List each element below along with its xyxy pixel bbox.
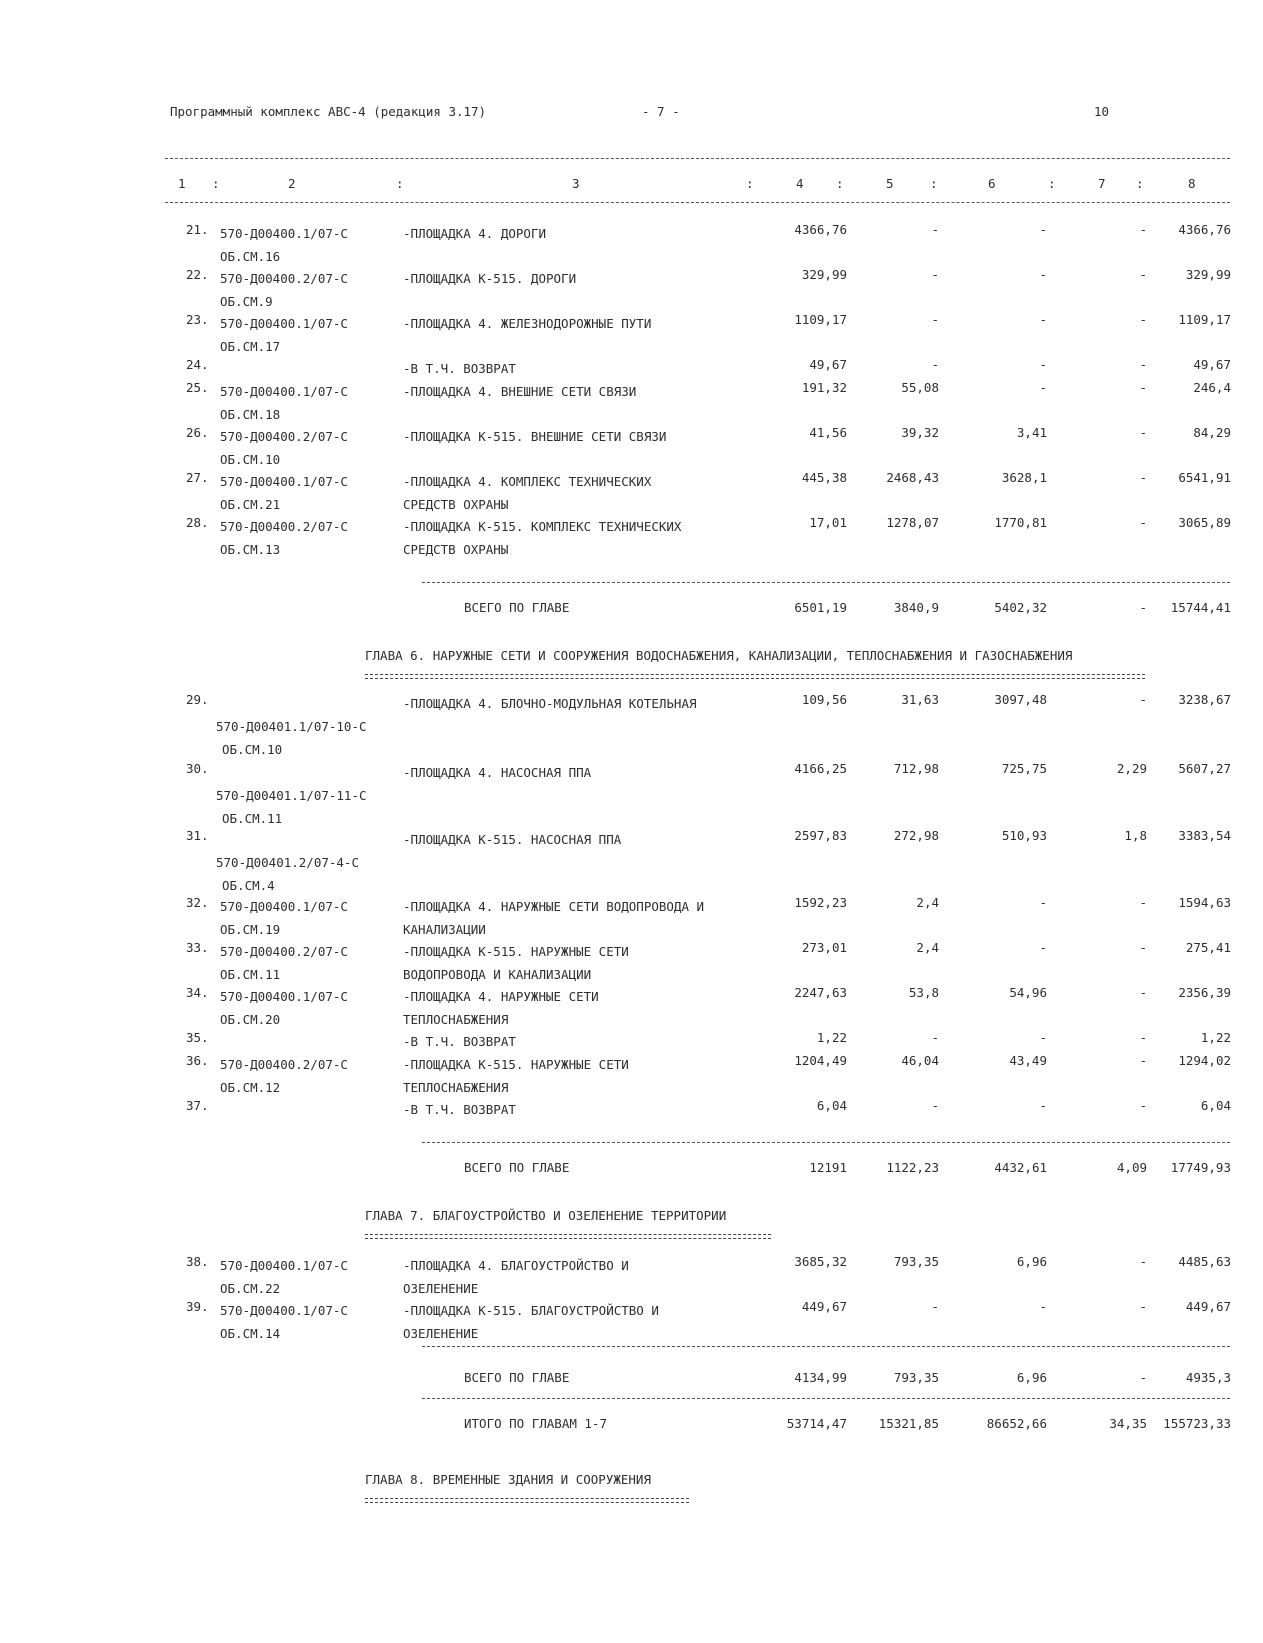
row-number: 32.: [186, 895, 209, 910]
total-col6: 5402,32: [994, 600, 1047, 615]
row-description: -ПЛОЩАДКА 4. ДОРОГИ: [403, 226, 546, 241]
col-sep: :: [212, 176, 220, 191]
col7-value: -: [1139, 222, 1147, 237]
col8-value: 246,4: [1193, 380, 1231, 395]
top-divider: [165, 158, 1230, 159]
subtotal-divider: [422, 1142, 1230, 1143]
col4-value: 1109,17: [794, 312, 847, 327]
estimate-code-line2: ОБ.СМ.21: [220, 497, 281, 512]
col4-value: 17,01: [809, 515, 847, 530]
total-col6: 6,96: [1016, 1370, 1047, 1385]
row-number: 25.: [186, 380, 209, 395]
col-sep: :: [1136, 176, 1144, 191]
col7-value: -: [1139, 312, 1147, 327]
estimate-code: [220, 470, 348, 516]
row-number: 28.: [186, 515, 209, 530]
col8-value: 329,99: [1185, 267, 1231, 282]
estimate-code-line2: ОБ.СМ.19: [220, 922, 281, 937]
estimate-code-line1: 570-Д00400.1/07-С: [220, 899, 348, 914]
row-description: -ПЛОЩАДКА К-515. БЛАГОУСТРОЙСТВО И ОЗЕЛЕНЕНИЕ: [403, 1303, 659, 1341]
grand-col8: 155723,33: [1163, 1416, 1231, 1431]
col6-value: 54,96: [1009, 985, 1047, 1000]
col8-value: 449,67: [1185, 1299, 1231, 1314]
col-sep: :: [930, 176, 938, 191]
col7-value: -: [1139, 380, 1147, 395]
estimate-code-line1: 570-Д00401.1/07-11-С: [216, 788, 367, 803]
col4-value: 1592,23: [794, 895, 847, 910]
estimate-code-line2: ОБ.СМ.12: [220, 1080, 281, 1095]
estimate-code-line2: ОБ.СМ.18: [220, 407, 281, 422]
row-description: -ПЛОЩАДКА К-515. ВНЕШНИЕ СЕТИ СВЯЗИ: [403, 429, 667, 444]
estimate-code: [220, 1053, 348, 1099]
row-number: 23.: [186, 312, 209, 327]
estimate-code: [220, 985, 348, 1031]
estimate-code-line2: ОБ.СМ.16: [220, 249, 281, 264]
col5-value: 2468,43: [886, 470, 939, 485]
col6-value: 3097,48: [994, 692, 1047, 707]
row-number: 22.: [186, 267, 209, 282]
col5-value: 55,08: [901, 380, 939, 395]
row-description: -ПЛОЩАДКА 4. НАРУЖНЫЕ СЕТИ ВОДОПРОВОДА И КАНАЛИЗАЦИИ: [403, 899, 705, 937]
row-number: 24.: [186, 357, 209, 372]
total-label: ВСЕГО ПО ГЛАВЕ: [464, 600, 570, 615]
estimate-code: [220, 267, 348, 313]
col8-value: 3383,54: [1178, 828, 1231, 843]
estimate-code-line2: ОБ.СМ.4: [222, 878, 275, 893]
estimate-code-line2: ОБ.СМ.17: [220, 339, 281, 354]
chapter-7-total-row: [0, 1370, 1263, 1394]
col6-value: -: [1039, 940, 1047, 955]
col5-value: -: [931, 267, 939, 282]
row-number: 35.: [186, 1030, 209, 1045]
col4-value: 109,56: [801, 692, 847, 707]
col4-value: 273,01: [801, 940, 847, 955]
col8-value: 1,22: [1200, 1030, 1231, 1045]
row-description: -ПЛОЩАДКА К-515. НАРУЖНЫЕ СЕТИ ВОДОПРОВОДА И КАНАЛИЗАЦИИ: [403, 944, 629, 982]
col8-value: 5607,27: [1178, 761, 1231, 776]
estimate-code-line2: ОБ.СМ.10: [222, 742, 283, 757]
estimate-code-line2: ОБ.СМ.9: [220, 294, 273, 309]
col8-value: 1109,17: [1178, 312, 1231, 327]
total-col8: 17749,93: [1170, 1160, 1231, 1175]
table-row: [0, 940, 1263, 985]
total-col5: 793,35: [893, 1370, 939, 1385]
col7-value: -: [1139, 470, 1147, 485]
col5-value: -: [931, 1299, 939, 1314]
page-number: - 7 -: [642, 104, 680, 119]
total-col5: 1122,23: [886, 1160, 939, 1175]
row-description: -ПЛОЩАДКА К-515. НАСОСНАЯ ППА: [403, 832, 622, 847]
estimate-code: [220, 940, 348, 986]
table-row: [0, 425, 1263, 470]
col7-value: -: [1139, 895, 1147, 910]
estimate-code-line1: 570-Д00400.1/07-С: [220, 474, 348, 489]
estimate-code: [220, 312, 348, 358]
estimate-code: [220, 380, 348, 426]
total-col4: 6501,19: [794, 600, 847, 615]
col-1-header: 1: [178, 176, 186, 191]
col4-value: 49,67: [809, 357, 847, 372]
col4-value: 2597,83: [794, 828, 847, 843]
col4-value: 445,38: [801, 470, 847, 485]
col8-value: 3065,89: [1178, 515, 1231, 530]
col7-value: -: [1139, 692, 1147, 707]
row-description: -ПЛОЩАДКА 4. НАСОСНАЯ ППА: [403, 765, 592, 780]
col8-value: 1594,63: [1178, 895, 1231, 910]
col7-value: -: [1139, 1098, 1147, 1113]
col6-value: 6,96: [1016, 1254, 1047, 1269]
col7-value: 2,29: [1116, 761, 1147, 776]
estimate-code-line1: 570-Д00400.2/07-С: [220, 944, 348, 959]
col5-value: 1278,07: [886, 515, 939, 530]
col7-value: 1,8: [1124, 828, 1147, 843]
chapter-8-title: ГЛАВА 8. ВРЕМЕННЫЕ ЗДАНИЯ И СООРУЖЕНИЯ: [365, 1472, 651, 1487]
estimate-code-line1: 570-Д00400.1/07-С: [220, 1303, 348, 1318]
col-sep: :: [746, 176, 754, 191]
table-row: [0, 1299, 1263, 1344]
col7-value: -: [1139, 1254, 1147, 1269]
col5-value: 53,8: [908, 985, 939, 1000]
total-col7: -: [1139, 1370, 1147, 1385]
col5-value: -: [931, 222, 939, 237]
chapter-total-row: [0, 600, 1263, 624]
col5-value: 46,04: [901, 1053, 939, 1068]
row-description: -ПЛОЩАДКА 4. НАРУЖНЫЕ СЕТИ ТЕПЛОСНАБЖЕНИЯ: [403, 989, 599, 1027]
estimate-code-line1: 570-Д00400.1/07-С: [220, 989, 348, 1004]
col6-value: 510,93: [1001, 828, 1047, 843]
col-sep: :: [836, 176, 844, 191]
table-row: [0, 1098, 1263, 1122]
col6-value: 3,41: [1016, 425, 1047, 440]
program-title: Программный комплекс АВС-4 (редакция 3.17): [170, 104, 487, 119]
col6-value: -: [1039, 312, 1047, 327]
estimate-code-line2: ОБ.СМ.22: [220, 1281, 281, 1296]
col5-value: -: [931, 357, 939, 372]
col8-value: 275,41: [1185, 940, 1231, 955]
table-row: [0, 1053, 1263, 1098]
row-number: 36.: [186, 1053, 209, 1068]
row-description: -ПЛОЩАДКА К-515. ДОРОГИ: [403, 271, 577, 286]
estimate-code-line1: 570-Д00400.1/07-С: [220, 316, 348, 331]
estimate-code-line1: 570-Д00401.2/07-4-С: [216, 855, 359, 870]
row-number: 37.: [186, 1098, 209, 1113]
estimate-code-line2: ОБ.СМ.11: [222, 811, 283, 826]
table-row: [0, 312, 1263, 357]
estimate-code: [220, 515, 348, 561]
total-label: ВСЕГО ПО ГЛАВЕ: [464, 1160, 570, 1175]
chapter-7-title: ГЛАВА 7. БЛАГОУСТРОЙСТВО И ОЗЕЛЕНЕНИЕ ТЕРРИТОРИИ: [365, 1208, 727, 1223]
subtotal-divider: [422, 582, 1230, 583]
col8-value: 84,29: [1193, 425, 1231, 440]
table-row: [0, 357, 1263, 380]
estimate-code-line2: ОБ.СМ.20: [220, 1012, 281, 1027]
grand-col7: 34,35: [1109, 1416, 1147, 1431]
row-number: 39.: [186, 1299, 209, 1314]
col6-value: -: [1039, 357, 1047, 372]
table-row: [0, 761, 1263, 828]
row-number: 31.: [186, 828, 209, 843]
col5-value: -: [931, 312, 939, 327]
chapter-7-rows: [0, 1254, 1263, 1344]
chapter-8-underline: [365, 1498, 689, 1503]
estimate-code: [216, 715, 367, 761]
chapter-6-underline: [365, 674, 1145, 679]
table-row: [0, 470, 1263, 515]
chapter-7-underline: [365, 1234, 771, 1239]
col7-value: -: [1139, 267, 1147, 282]
col7-value: -: [1139, 425, 1147, 440]
total-col7: -: [1139, 600, 1147, 615]
col5-value: 2,4: [916, 895, 939, 910]
table-row: [0, 692, 1263, 761]
col6-value: -: [1039, 222, 1047, 237]
row-description: -ПЛОЩАДКА К-515. НАРУЖНЫЕ СЕТИ ТЕПЛОСНАБЖЕНИЯ: [403, 1057, 629, 1095]
row-description: -ПЛОЩАДКА 4. ЖЕЛЕЗНОДОРОЖНЫЕ ПУТИ: [403, 316, 652, 331]
col8-value: 6541,91: [1178, 470, 1231, 485]
col8-value: 3238,67: [1178, 692, 1231, 707]
page-header: [0, 104, 1263, 126]
header-divider: [165, 202, 1230, 203]
col-3-header: 3: [572, 176, 580, 191]
col8-value: 2356,39: [1178, 985, 1231, 1000]
total-col7: 4,09: [1116, 1160, 1147, 1175]
grand-total-label: ИТОГО ПО ГЛАВАМ 1-7: [464, 1416, 607, 1431]
col6-value: -: [1039, 380, 1047, 395]
total-label: ВСЕГО ПО ГЛАВЕ: [464, 1370, 570, 1385]
col7-value: -: [1139, 1053, 1147, 1068]
col-2-header: 2: [288, 176, 296, 191]
estimate-code: [216, 784, 367, 830]
col8-value: 4366,76: [1178, 222, 1231, 237]
col-8-header: 8: [1188, 176, 1196, 191]
estimate-code-line2: ОБ.СМ.10: [220, 452, 281, 467]
col6-value: -: [1039, 1098, 1047, 1113]
col4-value: 191,32: [801, 380, 847, 395]
grand-col5: 15321,85: [878, 1416, 939, 1431]
col5-value: 39,32: [901, 425, 939, 440]
estimate-code: [220, 1299, 348, 1345]
col-sep: :: [1048, 176, 1056, 191]
estimate-code: [216, 851, 359, 897]
col4-value: 2247,63: [794, 985, 847, 1000]
col-7-header: 7: [1098, 176, 1106, 191]
row-description: -В Т.Ч. ВОЗВРАТ: [403, 361, 516, 376]
col4-value: 329,99: [801, 267, 847, 282]
table-row: [0, 1030, 1263, 1053]
estimate-code-line1: 570-Д00400.1/07-С: [220, 384, 348, 399]
col7-value: -: [1139, 515, 1147, 530]
col6-value: 1770,81: [994, 515, 1047, 530]
col6-value: -: [1039, 1030, 1047, 1045]
col4-value: 41,56: [809, 425, 847, 440]
estimate-code-line2: ОБ.СМ.13: [220, 542, 281, 557]
table-row: [0, 222, 1263, 267]
row-description: -ПЛОЩАДКА 4. БЛАГОУСТРОЙСТВО И ОЗЕЛЕНЕНИЕ: [403, 1258, 629, 1296]
col6-value: 3628,1: [1001, 470, 1047, 485]
col7-value: -: [1139, 940, 1147, 955]
total-col5: 3840,9: [893, 600, 939, 615]
col5-value: 31,63: [901, 692, 939, 707]
row-description: -ПЛОЩАДКА К-515. КОМПЛЕКС ТЕХНИЧЕСКИХ СРЕДСТВ ОХРАНЫ: [403, 519, 682, 557]
chapter-6-total-row: [0, 1160, 1263, 1184]
col6-value: 725,75: [1001, 761, 1047, 776]
col6-value: 43,49: [1009, 1053, 1047, 1068]
table-row: [0, 828, 1263, 895]
subtotal-divider: [422, 1346, 1230, 1347]
grand-total-divider: [422, 1398, 1230, 1399]
chapter-6-title: ГЛАВА 6. НАРУЖНЫЕ СЕТИ И СООРУЖЕНИЯ ВОДОСНАБЖЕНИЯ, КАНАЛИЗАЦИИ, ТЕПЛОСНАБЖЕНИЯ И ГАЗОСНАБЖЕНИЯ: [365, 648, 1073, 663]
estimate-code-line1: 570-Д00400.2/07-С: [220, 429, 348, 444]
estimate-code: [220, 1254, 348, 1300]
row-number: 21.: [186, 222, 209, 237]
col4-value: 3685,32: [794, 1254, 847, 1269]
col8-value: 4485,63: [1178, 1254, 1231, 1269]
total-col8: 15744,41: [1170, 600, 1231, 615]
column-header-row: [0, 176, 1263, 196]
estimate-code-line1: 570-Д00400.2/07-С: [220, 1057, 348, 1072]
col5-value: -: [931, 1098, 939, 1113]
table-row: [0, 1254, 1263, 1299]
table-row: [0, 267, 1263, 312]
col-4-header: 4: [796, 176, 804, 191]
row-number: 33.: [186, 940, 209, 955]
col7-value: -: [1139, 1299, 1147, 1314]
col-6-header: 6: [988, 176, 996, 191]
col4-value: 449,67: [801, 1299, 847, 1314]
col8-value: 49,67: [1193, 357, 1231, 372]
row-description: -В Т.Ч. ВОЗВРАТ: [403, 1034, 516, 1049]
col5-value: 712,98: [893, 761, 939, 776]
estimate-code: [220, 895, 348, 941]
col7-value: -: [1139, 985, 1147, 1000]
row-number: 26.: [186, 425, 209, 440]
estimate-code-line1: 570-Д00401.1/07-10-С: [216, 719, 367, 734]
grand-col6: 86652,66: [986, 1416, 1047, 1431]
sheet-number: 10: [1094, 104, 1110, 119]
col-sep: :: [396, 176, 404, 191]
col5-value: 272,98: [893, 828, 939, 843]
total-col4: 12191: [809, 1160, 847, 1175]
row-description: -ПЛОЩАДКА 4. БЛОЧНО-МОДУЛЬНАЯ КОТЕЛЬНАЯ: [403, 696, 697, 711]
estimate-code-line1: 570-Д00400.1/07-С: [220, 1258, 348, 1273]
section-rows-21-28: [0, 222, 1263, 560]
col4-value: 6,04: [816, 1098, 847, 1113]
col5-value: -: [931, 1030, 939, 1045]
col-5-header: 5: [886, 176, 894, 191]
col6-value: -: [1039, 267, 1047, 282]
grand-total-row: [0, 1416, 1263, 1440]
col7-value: -: [1139, 357, 1147, 372]
total-col8: 4935,3: [1185, 1370, 1231, 1385]
estimate-code-line1: 570-Д00400.2/07-С: [220, 271, 348, 286]
table-row: [0, 380, 1263, 425]
col4-value: 1204,49: [794, 1053, 847, 1068]
estimate-code: [220, 425, 348, 471]
estimate-code: [220, 222, 348, 268]
total-col4: 4134,99: [794, 1370, 847, 1385]
row-number: 38.: [186, 1254, 209, 1269]
col4-value: 1,22: [816, 1030, 847, 1045]
chapter-6-rows: [0, 692, 1263, 1122]
row-number: 30.: [186, 761, 209, 776]
col6-value: -: [1039, 895, 1047, 910]
col4-value: 4166,25: [794, 761, 847, 776]
col5-value: 793,35: [893, 1254, 939, 1269]
row-description: -В Т.Ч. ВОЗВРАТ: [403, 1102, 516, 1117]
col5-value: 2,4: [916, 940, 939, 955]
total-col6: 4432,61: [994, 1160, 1047, 1175]
row-description: -ПЛОЩАДКА 4. КОМПЛЕКС ТЕХНИЧЕСКИХ СРЕДСТВ ОХРАНЫ: [403, 474, 652, 512]
row-description: -ПЛОЩАДКА 4. ВНЕШНИЕ СЕТИ СВЯЗИ: [403, 384, 637, 399]
estimate-code-line1: 570-Д00400.1/07-С: [220, 226, 348, 241]
col8-value: 1294,02: [1178, 1053, 1231, 1068]
table-row: [0, 985, 1263, 1030]
estimate-code-line2: ОБ.СМ.14: [220, 1326, 281, 1341]
row-number: 27.: [186, 470, 209, 485]
table-row: [0, 895, 1263, 940]
col7-value: -: [1139, 1030, 1147, 1045]
col4-value: 4366,76: [794, 222, 847, 237]
col6-value: -: [1039, 1299, 1047, 1314]
estimate-code-line2: ОБ.СМ.11: [220, 967, 281, 982]
grand-col4: 53714,47: [786, 1416, 847, 1431]
row-number: 29.: [186, 692, 209, 707]
col8-value: 6,04: [1200, 1098, 1231, 1113]
table-row: [0, 515, 1263, 560]
estimate-code-line1: 570-Д00400.2/07-С: [220, 519, 348, 534]
row-number: 34.: [186, 985, 209, 1000]
